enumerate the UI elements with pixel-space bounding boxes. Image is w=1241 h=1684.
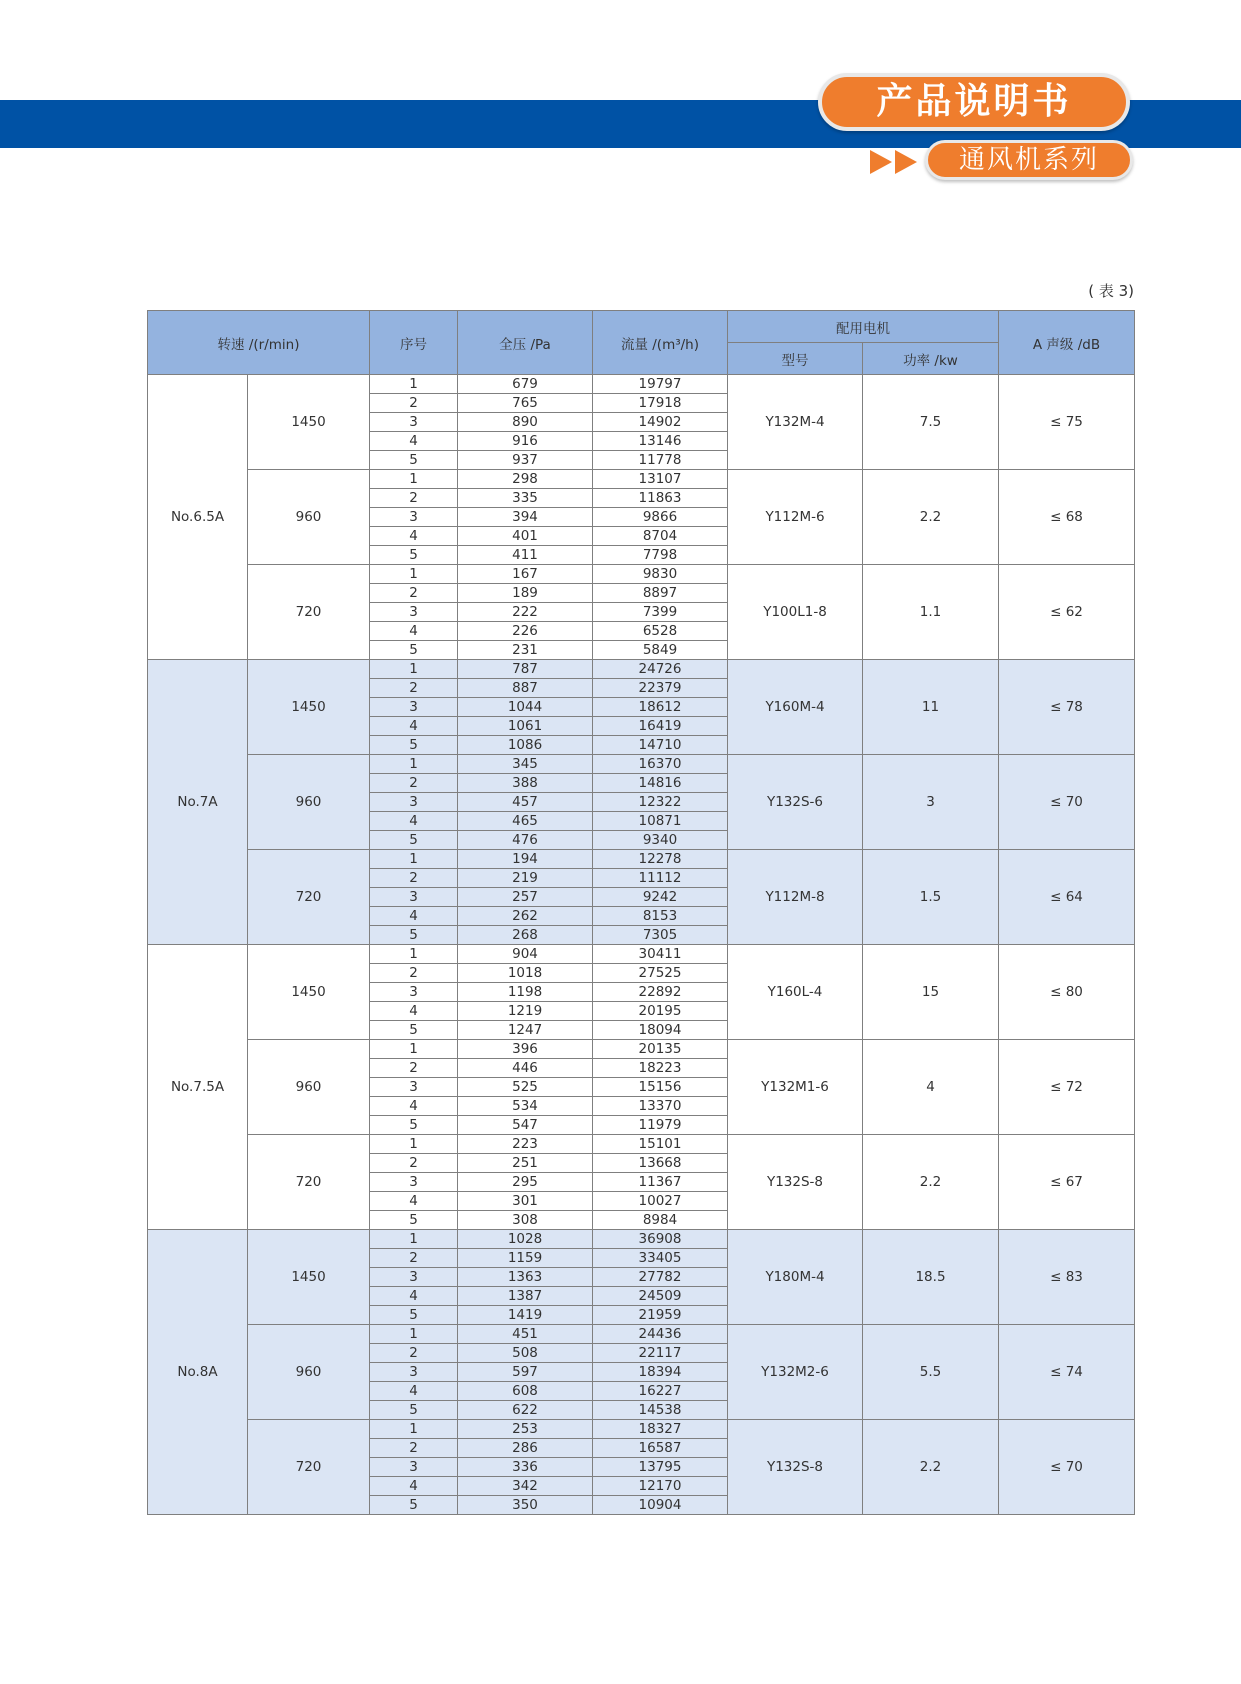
- speed-cell: 960: [248, 755, 370, 850]
- pressure-cell: 219: [458, 869, 593, 888]
- pressure-cell: 394: [458, 508, 593, 527]
- motor-power-cell: 2.2: [863, 1135, 999, 1230]
- motor-model-cell: Y132S-6: [728, 755, 863, 850]
- flow-cell: 11979: [593, 1116, 728, 1135]
- flow-cell: 9242: [593, 888, 728, 907]
- pressure-cell: 222: [458, 603, 593, 622]
- pressure-cell: 308: [458, 1211, 593, 1230]
- flow-cell: 11863: [593, 489, 728, 508]
- seq-cell: 2: [370, 489, 458, 508]
- noise-cell: ≤ 83: [999, 1230, 1135, 1325]
- seq-cell: 1: [370, 470, 458, 489]
- flow-cell: 12322: [593, 793, 728, 812]
- seq-cell: 4: [370, 1287, 458, 1306]
- fan-model-cell: No.8A: [148, 1230, 248, 1515]
- flow-cell: 27782: [593, 1268, 728, 1287]
- noise-cell: ≤ 62: [999, 565, 1135, 660]
- page-title: 产品说明书: [818, 73, 1130, 131]
- speed-cell: 1450: [248, 660, 370, 755]
- flow-cell: 7798: [593, 546, 728, 565]
- flow-cell: 22379: [593, 679, 728, 698]
- seq-cell: 1: [370, 375, 458, 394]
- seq-cell: 1: [370, 565, 458, 584]
- arrow-right-icon: [895, 150, 917, 174]
- seq-cell: 3: [370, 603, 458, 622]
- flow-cell: 24726: [593, 660, 728, 679]
- seq-cell: 5: [370, 1211, 458, 1230]
- seq-cell: 5: [370, 1021, 458, 1040]
- noise-cell: ≤ 67: [999, 1135, 1135, 1230]
- motor-power-cell: 5.5: [863, 1325, 999, 1420]
- pressure-cell: 257: [458, 888, 593, 907]
- pressure-cell: 189: [458, 584, 593, 603]
- motor-model-cell: Y132M1-6: [728, 1040, 863, 1135]
- flow-cell: 17918: [593, 394, 728, 413]
- seq-cell: 3: [370, 1173, 458, 1192]
- fan-performance-table: [147, 310, 1135, 1515]
- pressure-cell: 401: [458, 527, 593, 546]
- flow-cell: 22892: [593, 983, 728, 1002]
- seq-cell: 2: [370, 1154, 458, 1173]
- pressure-cell: 679: [458, 375, 593, 394]
- noise-cell: ≤ 74: [999, 1325, 1135, 1420]
- fan-model-cell: No.7A: [148, 660, 248, 945]
- table-row: [148, 375, 1135, 394]
- flow-cell: 19797: [593, 375, 728, 394]
- flow-cell: 5849: [593, 641, 728, 660]
- flow-cell: 18327: [593, 1420, 728, 1439]
- pressure-cell: 765: [458, 394, 593, 413]
- flow-cell: 8153: [593, 907, 728, 926]
- seq-cell: 3: [370, 698, 458, 717]
- pressure-cell: 411: [458, 546, 593, 565]
- seq-cell: 3: [370, 888, 458, 907]
- table-row: [148, 660, 1135, 679]
- flow-cell: 16227: [593, 1382, 728, 1401]
- motor-model-cell: Y132S-8: [728, 1420, 863, 1515]
- flow-cell: 14816: [593, 774, 728, 793]
- pressure-cell: 298: [458, 470, 593, 489]
- motor-model-cell: Y180M-4: [728, 1230, 863, 1325]
- flow-cell: 24509: [593, 1287, 728, 1306]
- pressure-cell: 194: [458, 850, 593, 869]
- flow-cell: 13795: [593, 1458, 728, 1477]
- pressure-cell: 286: [458, 1439, 593, 1458]
- pressure-cell: 1028: [458, 1230, 593, 1249]
- speed-cell: 720: [248, 850, 370, 945]
- seq-cell: 4: [370, 1382, 458, 1401]
- table-row: [148, 1420, 1135, 1439]
- header-seq: 序号: [370, 311, 458, 375]
- flow-cell: 12170: [593, 1477, 728, 1496]
- flow-cell: 10027: [593, 1192, 728, 1211]
- speed-cell: 1450: [248, 1230, 370, 1325]
- seq-cell: 2: [370, 1439, 458, 1458]
- seq-cell: 1: [370, 945, 458, 964]
- pressure-cell: 251: [458, 1154, 593, 1173]
- header-motor-model: 型号: [728, 343, 863, 375]
- noise-cell: ≤ 80: [999, 945, 1135, 1040]
- seq-cell: 1: [370, 660, 458, 679]
- seq-cell: 1: [370, 1420, 458, 1439]
- seq-cell: 1: [370, 1135, 458, 1154]
- flow-cell: 13107: [593, 470, 728, 489]
- seq-cell: 4: [370, 717, 458, 736]
- seq-cell: 2: [370, 679, 458, 698]
- seq-cell: 3: [370, 413, 458, 432]
- motor-model-cell: Y132M2-6: [728, 1325, 863, 1420]
- motor-power-cell: 15: [863, 945, 999, 1040]
- header-speed: 转速 /(r/min): [148, 311, 370, 375]
- table-body: [148, 375, 1135, 1515]
- motor-model-cell: Y160L-4: [728, 945, 863, 1040]
- pressure-cell: 887: [458, 679, 593, 698]
- flow-cell: 36908: [593, 1230, 728, 1249]
- motor-model-cell: Y112M-8: [728, 850, 863, 945]
- pressure-cell: 1419: [458, 1306, 593, 1325]
- table-number-label: ( 表 3): [1088, 282, 1134, 300]
- flow-cell: 6528: [593, 622, 728, 641]
- pressure-cell: 508: [458, 1344, 593, 1363]
- motor-power-cell: 2.2: [863, 1420, 999, 1515]
- flow-cell: 18094: [593, 1021, 728, 1040]
- flow-cell: 8984: [593, 1211, 728, 1230]
- header-motor-power: 功率 /kw: [863, 343, 999, 375]
- pressure-cell: 446: [458, 1059, 593, 1078]
- pressure-cell: 1018: [458, 964, 593, 983]
- speed-cell: 960: [248, 1040, 370, 1135]
- seq-cell: 3: [370, 1458, 458, 1477]
- noise-cell: ≤ 75: [999, 375, 1135, 470]
- flow-cell: 12278: [593, 850, 728, 869]
- pressure-cell: 890: [458, 413, 593, 432]
- seq-cell: 2: [370, 584, 458, 603]
- speed-cell: 960: [248, 1325, 370, 1420]
- flow-cell: 8704: [593, 527, 728, 546]
- motor-model-cell: Y100L1-8: [728, 565, 863, 660]
- flow-cell: 18394: [593, 1363, 728, 1382]
- flow-cell: 24436: [593, 1325, 728, 1344]
- pressure-cell: 451: [458, 1325, 593, 1344]
- pressure-cell: 167: [458, 565, 593, 584]
- pressure-cell: 1363: [458, 1268, 593, 1287]
- pressure-cell: 345: [458, 755, 593, 774]
- seq-cell: 2: [370, 1059, 458, 1078]
- flow-cell: 8897: [593, 584, 728, 603]
- seq-cell: 1: [370, 850, 458, 869]
- flow-cell: 33405: [593, 1249, 728, 1268]
- pressure-cell: 268: [458, 926, 593, 945]
- flow-cell: 13370: [593, 1097, 728, 1116]
- flow-cell: 7305: [593, 926, 728, 945]
- motor-power-cell: 7.5: [863, 375, 999, 470]
- motor-power-cell: 1.5: [863, 850, 999, 945]
- flow-cell: 20135: [593, 1040, 728, 1059]
- motor-power-cell: 2.2: [863, 470, 999, 565]
- table-row: [148, 1040, 1135, 1059]
- table-row: [148, 565, 1135, 584]
- pressure-cell: 476: [458, 831, 593, 850]
- pressure-cell: 1044: [458, 698, 593, 717]
- flow-cell: 16419: [593, 717, 728, 736]
- pressure-cell: 223: [458, 1135, 593, 1154]
- pressure-cell: 547: [458, 1116, 593, 1135]
- flow-cell: 7399: [593, 603, 728, 622]
- seq-cell: 3: [370, 1268, 458, 1287]
- seq-cell: 2: [370, 964, 458, 983]
- page-subtitle: 通风机系列: [925, 140, 1133, 180]
- pressure-cell: 457: [458, 793, 593, 812]
- seq-cell: 1: [370, 755, 458, 774]
- pressure-cell: 1086: [458, 736, 593, 755]
- flow-cell: 30411: [593, 945, 728, 964]
- flow-cell: 18612: [593, 698, 728, 717]
- flow-cell: 14902: [593, 413, 728, 432]
- fan-model-cell: No.6.5A: [148, 375, 248, 660]
- flow-cell: 27525: [593, 964, 728, 983]
- motor-power-cell: 3: [863, 755, 999, 850]
- pressure-cell: 916: [458, 432, 593, 451]
- header-flow: 流量 /(m³/h): [593, 311, 728, 375]
- noise-cell: ≤ 64: [999, 850, 1135, 945]
- flow-cell: 9830: [593, 565, 728, 584]
- flow-cell: 13668: [593, 1154, 728, 1173]
- seq-cell: 4: [370, 1477, 458, 1496]
- flow-cell: 14538: [593, 1401, 728, 1420]
- pressure-cell: 525: [458, 1078, 593, 1097]
- noise-cell: ≤ 68: [999, 470, 1135, 565]
- pressure-cell: 336: [458, 1458, 593, 1477]
- motor-model-cell: Y160M-4: [728, 660, 863, 755]
- speed-cell: 720: [248, 1135, 370, 1230]
- seq-cell: 5: [370, 1116, 458, 1135]
- flow-cell: 11367: [593, 1173, 728, 1192]
- table-row: [148, 1135, 1135, 1154]
- noise-cell: ≤ 72: [999, 1040, 1135, 1135]
- motor-power-cell: 18.5: [863, 1230, 999, 1325]
- flow-cell: 14710: [593, 736, 728, 755]
- arrow-right-icon: [870, 150, 892, 174]
- pressure-cell: 608: [458, 1382, 593, 1401]
- speed-cell: 720: [248, 565, 370, 660]
- noise-cell: ≤ 70: [999, 1420, 1135, 1515]
- pressure-cell: 534: [458, 1097, 593, 1116]
- header-pressure: 全压 /Pa: [458, 311, 593, 375]
- seq-cell: 3: [370, 793, 458, 812]
- seq-cell: 5: [370, 1306, 458, 1325]
- seq-cell: 5: [370, 736, 458, 755]
- speed-cell: 1450: [248, 375, 370, 470]
- seq-cell: 1: [370, 1040, 458, 1059]
- flow-cell: 9866: [593, 508, 728, 527]
- seq-cell: 3: [370, 1078, 458, 1097]
- motor-power-cell: 1.1: [863, 565, 999, 660]
- pressure-cell: 1159: [458, 1249, 593, 1268]
- seq-cell: 5: [370, 641, 458, 660]
- pressure-cell: 937: [458, 451, 593, 470]
- speed-cell: 960: [248, 470, 370, 565]
- header-motor: 配用电机: [728, 311, 999, 343]
- flow-cell: 10871: [593, 812, 728, 831]
- table-row: [148, 945, 1135, 964]
- pressure-cell: 350: [458, 1496, 593, 1515]
- pressure-cell: 787: [458, 660, 593, 679]
- flow-cell: 13146: [593, 432, 728, 451]
- fan-model-cell: No.7.5A: [148, 945, 248, 1230]
- pressure-cell: 262: [458, 907, 593, 926]
- seq-cell: 2: [370, 1249, 458, 1268]
- speed-cell: 1450: [248, 945, 370, 1040]
- motor-power-cell: 4: [863, 1040, 999, 1135]
- noise-cell: ≤ 70: [999, 755, 1135, 850]
- seq-cell: 4: [370, 1097, 458, 1116]
- seq-cell: 4: [370, 1192, 458, 1211]
- motor-power-cell: 11: [863, 660, 999, 755]
- seq-cell: 1: [370, 1325, 458, 1344]
- pressure-cell: 253: [458, 1420, 593, 1439]
- seq-cell: 2: [370, 394, 458, 413]
- pressure-cell: 295: [458, 1173, 593, 1192]
- table-row: [148, 755, 1135, 774]
- pressure-cell: 231: [458, 641, 593, 660]
- pressure-cell: 342: [458, 1477, 593, 1496]
- noise-cell: ≤ 78: [999, 660, 1135, 755]
- pressure-cell: 904: [458, 945, 593, 964]
- seq-cell: 5: [370, 926, 458, 945]
- pressure-cell: 226: [458, 622, 593, 641]
- pressure-cell: 1061: [458, 717, 593, 736]
- table-row: [148, 850, 1135, 869]
- seq-cell: 5: [370, 1401, 458, 1420]
- seq-cell: 4: [370, 527, 458, 546]
- flow-cell: 16370: [593, 755, 728, 774]
- flow-cell: 22117: [593, 1344, 728, 1363]
- flow-cell: 16587: [593, 1439, 728, 1458]
- speed-cell: 720: [248, 1420, 370, 1515]
- table-row: [148, 1230, 1135, 1249]
- flow-cell: 11778: [593, 451, 728, 470]
- seq-cell: 5: [370, 1496, 458, 1515]
- seq-cell: 2: [370, 869, 458, 888]
- motor-model-cell: Y112M-6: [728, 470, 863, 565]
- pressure-cell: 465: [458, 812, 593, 831]
- flow-cell: 11112: [593, 869, 728, 888]
- seq-cell: 3: [370, 508, 458, 527]
- seq-cell: 4: [370, 1002, 458, 1021]
- motor-model-cell: Y132S-8: [728, 1135, 863, 1230]
- pressure-cell: 1387: [458, 1287, 593, 1306]
- seq-cell: 4: [370, 432, 458, 451]
- flow-cell: 10904: [593, 1496, 728, 1515]
- pressure-cell: 597: [458, 1363, 593, 1382]
- pressure-cell: 1247: [458, 1021, 593, 1040]
- seq-cell: 5: [370, 831, 458, 850]
- pressure-cell: 1219: [458, 1002, 593, 1021]
- seq-cell: 4: [370, 622, 458, 641]
- flow-cell: 9340: [593, 831, 728, 850]
- seq-cell: 3: [370, 1363, 458, 1382]
- seq-cell: 2: [370, 1344, 458, 1363]
- table-row: [148, 1325, 1135, 1344]
- seq-cell: 5: [370, 451, 458, 470]
- pressure-cell: 335: [458, 489, 593, 508]
- motor-model-cell: Y132M-4: [728, 375, 863, 470]
- pressure-cell: 388: [458, 774, 593, 793]
- seq-cell: 4: [370, 907, 458, 926]
- table-row: [148, 470, 1135, 489]
- flow-cell: 15101: [593, 1135, 728, 1154]
- flow-cell: 18223: [593, 1059, 728, 1078]
- seq-cell: 5: [370, 546, 458, 565]
- flow-cell: 21959: [593, 1306, 728, 1325]
- pressure-cell: 301: [458, 1192, 593, 1211]
- flow-cell: 15156: [593, 1078, 728, 1097]
- pressure-cell: 622: [458, 1401, 593, 1420]
- pressure-cell: 396: [458, 1040, 593, 1059]
- seq-cell: 3: [370, 983, 458, 1002]
- flow-cell: 20195: [593, 1002, 728, 1021]
- seq-cell: 1: [370, 1230, 458, 1249]
- header-noise: A 声级 /dB: [999, 311, 1135, 375]
- seq-cell: 2: [370, 774, 458, 793]
- pressure-cell: 1198: [458, 983, 593, 1002]
- seq-cell: 4: [370, 812, 458, 831]
